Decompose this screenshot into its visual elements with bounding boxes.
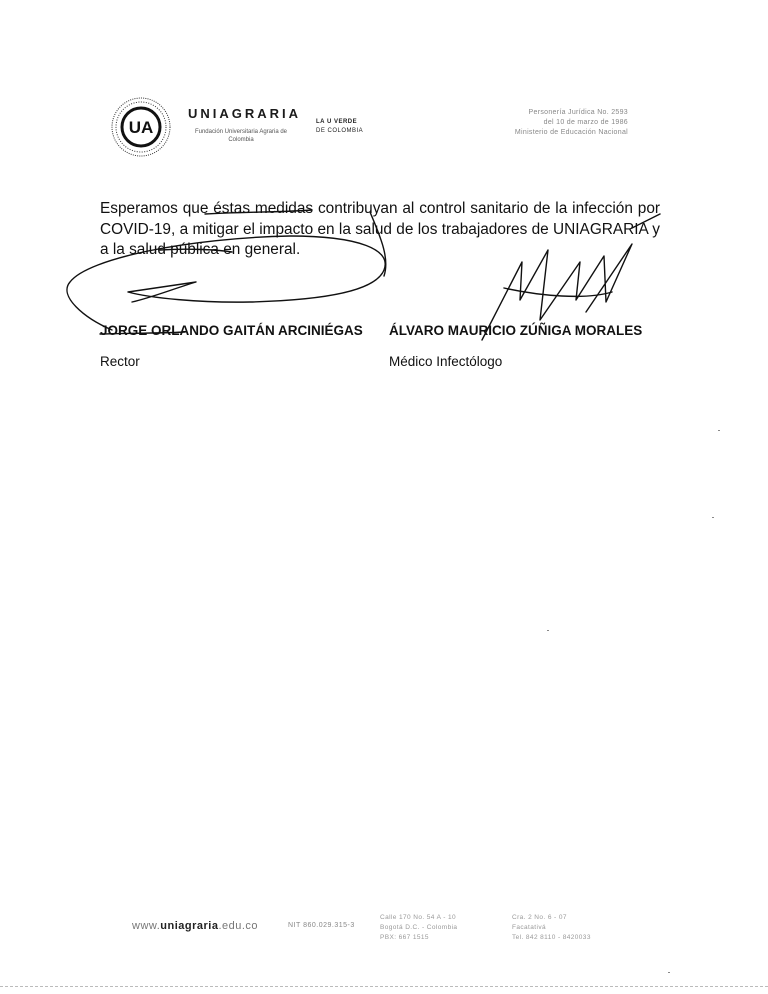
signatory-name-rector: JORGE ORLANDO GAITÁN ARCINIÉGAS <box>100 323 363 338</box>
address-line: Facatativá <box>512 924 546 931</box>
tagline-rest: DE COLOMBIA <box>316 128 364 134</box>
legal-line: del 10 de marzo de 1986 <box>543 119 628 126</box>
brand-subtitle: Fundación Universitaria Agraria de Colombia <box>194 129 288 143</box>
address-line: Tel. 842 8110 - 8420033 <box>512 934 591 941</box>
tagline <box>316 118 363 136</box>
address-line: Cra. 2 No. 6 - 07 <box>512 914 567 921</box>
signatory-role-infectologist: Médico Infectólogo <box>389 354 503 369</box>
logo-text: UA <box>128 118 154 137</box>
footer-address-facatativa <box>512 913 591 943</box>
closing-paragraph: Esperamos que éstas medidas contribuyan al control sanitario de la infección por COVID-19, a mitigar el impacto en la salud de los trabajadores de UNIAGRARIA y a la salud pública en general. <box>100 200 660 258</box>
brand-name: UNIAGRARIA <box>188 106 302 121</box>
scan-speck <box>718 430 720 431</box>
web-brand: uniagraria <box>160 920 219 932</box>
scan-speck <box>712 517 714 518</box>
footer-website <box>132 920 258 932</box>
scan-edge <box>0 986 768 988</box>
footer-nit: NIT 860.029.315-3 <box>288 922 355 929</box>
legal-line: Personería Jurídica No. 2593 <box>528 109 628 116</box>
signatory-role-rector: Rector <box>100 354 140 369</box>
uniagraria-logo-seal <box>110 96 172 158</box>
web-prefix: www. <box>132 920 161 932</box>
web-suffix: .edu.co <box>218 920 259 932</box>
signatory-name-infectologist: ÁLVARO MAURICIO ZÚÑIGA MORALES <box>389 323 643 338</box>
footer-address-bogota <box>380 913 457 943</box>
legal-line: Ministerio de Educación Nacional <box>514 129 628 136</box>
legal-registration <box>470 108 628 138</box>
address-line: Bogotá D.C. - Colombia <box>380 924 458 931</box>
address-line: Calle 170 No. 54 A - 10 <box>380 914 457 921</box>
scan-speck <box>668 972 670 973</box>
tagline-strong: LA U VERDE <box>316 119 358 125</box>
scan-speck <box>547 630 549 631</box>
address-line: PBX: 667 1515 <box>380 934 429 941</box>
